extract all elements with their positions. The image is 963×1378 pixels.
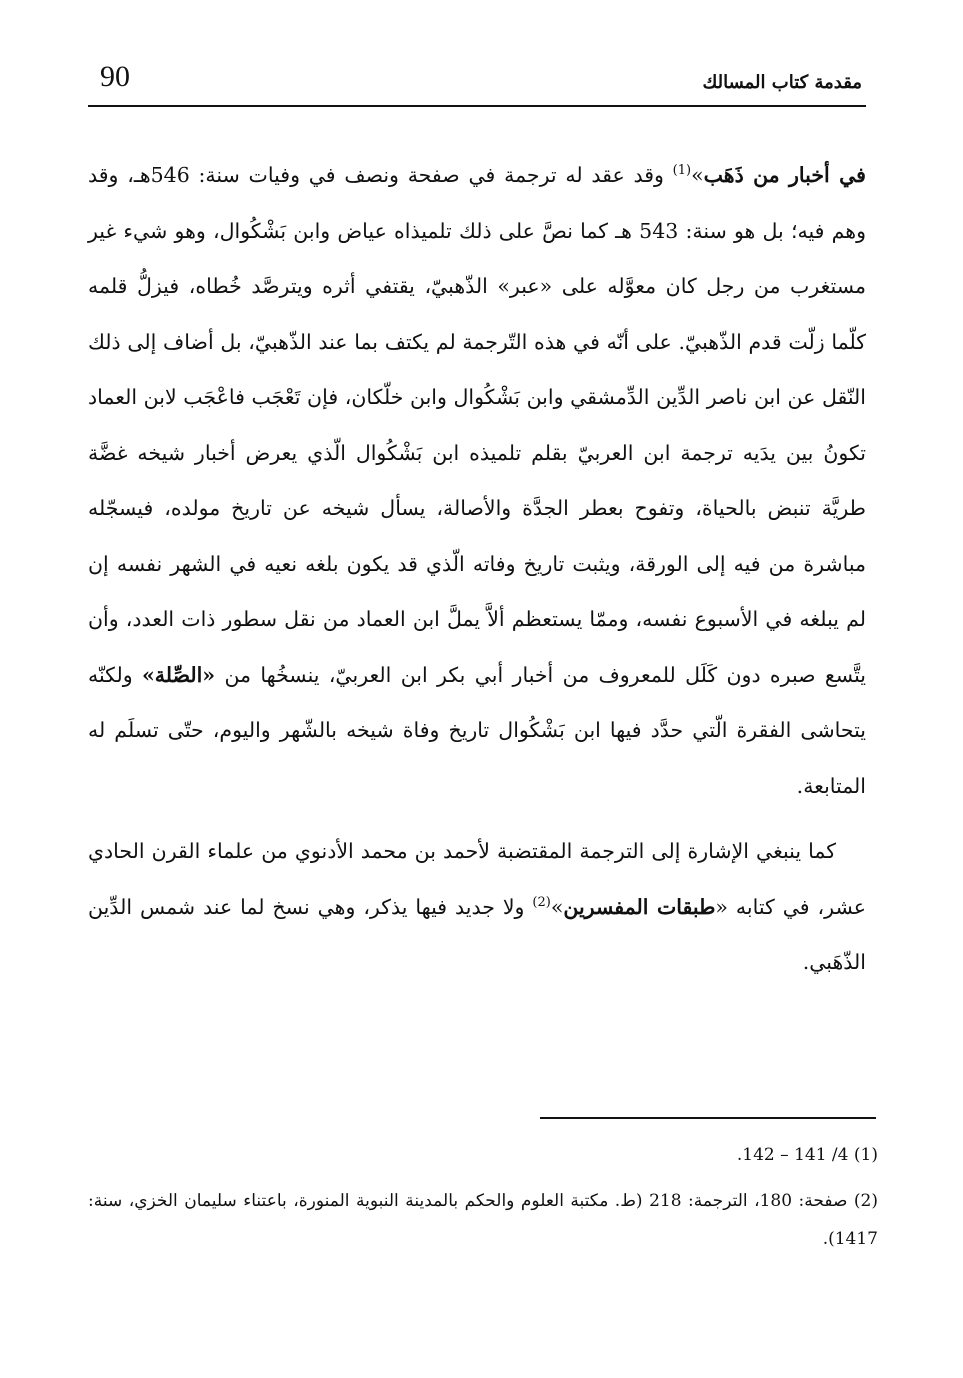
footnote-ref-2: (2) <box>532 894 551 910</box>
paragraph-1-end: ولكنّه يتحاشى الفقرة الّتي حدَّد فيها ابن بَشْكُوال تاريخ وفاة شيخه بالشّهر واليوم، حتّى تسلَم له المتابعة. <box>88 662 866 798</box>
page-header <box>88 56 866 104</box>
footnote-rule <box>540 1117 876 1119</box>
paragraph-2-start: كما ينبغي الإشارة إلى الترجمة المقتضبة لأحمد بن محمد الأدنوي من علماء القرن الحادي عشر، في كتابه « <box>88 839 866 919</box>
bold-book-title: طبقات المفسرين <box>563 894 716 919</box>
footnote-1: (1) 4/ 141 – 142. <box>736 1145 878 1165</box>
quote-close-2: » <box>550 894 564 919</box>
footnote-2: (2) صفحة: 180، الترجمة: 218 (ط. مكتبة العلوم والحكم بالمدينة النبوية المنورة، باعتناء سليمان الخزي، سنة: 1417). <box>88 1191 878 1249</box>
header-rule <box>88 105 866 107</box>
paragraph-2-end: ولا جديد فيها يذكر، وهي نسخ لما عند شمس الدِّين الذّهَبي. <box>88 894 866 974</box>
main-text <box>88 148 866 991</box>
page-number: 90 <box>100 60 130 93</box>
paragraph-1-text: وقد عقد له ترجمة في صفحة ونصف في وفيات سنة: 546هـ، وقد وهم فيه؛ بل هو سنة: 543 هـ كما نصَّ على ذلك تلميذاه عياض وابن بَشْكُوال، وهو شيء غير مستغرب من رجل كان معوَّله على «عبر» الذّهبيّ، يقتفي أثره ويترصَّد خُطاه، فيزلُّ قلمه كلّما زلّت قدم الذّهبيّ. على أنّه في هذه التّرجمة لم يكتف بما عند الذّهبيّ، بل أضاف إلى ذلك النّقل عن ابن ناصر الدِّين الدِّمشقي وابن بَشْكُوال وابن خلّكان، فإن تَعْجَب فاعْجَب لابن العماد تكونُ بين يدَيه ترجمة ابن العربيّ بقلم تلميذه ابن بَشْكُوال الّذي يعرض أخبار شيخه غضَّة طريَّة تنبض بالحياة، وتفوح بعطر الجدَّة والأصالة، يسأل شيخه عن تاريخ مولده، فيسجّله مباشرة من فيه إلى الورقة، ويثبت تاريخ وفاته الّذي قد يكون بلغه نعيه في الشهر نفسه إن لم يبلغه في الأسبوع نفسه، وممّا يستعظم ألاَّ يملَّ ابن العماد من نقل سطور ذات العدد، وأن يتَّسع صبره دون كَلَل للمعروف من أخبار أبي بكر ابن العربيّ، ينسخُها من <box>88 163 866 687</box>
paragraph-1 <box>88 148 866 814</box>
paragraph-2 <box>88 824 866 991</box>
bold-phrase-1: في أخبار من ذَهَب <box>703 163 866 187</box>
footnotes <box>88 1136 878 1258</box>
quote-close-1: » <box>691 163 704 187</box>
bold-phrase-2: «الصِّلة» <box>141 662 216 687</box>
footnote-ref-1: (1) <box>672 163 692 179</box>
running-title: مقدمة كتاب المسالك <box>702 72 862 93</box>
